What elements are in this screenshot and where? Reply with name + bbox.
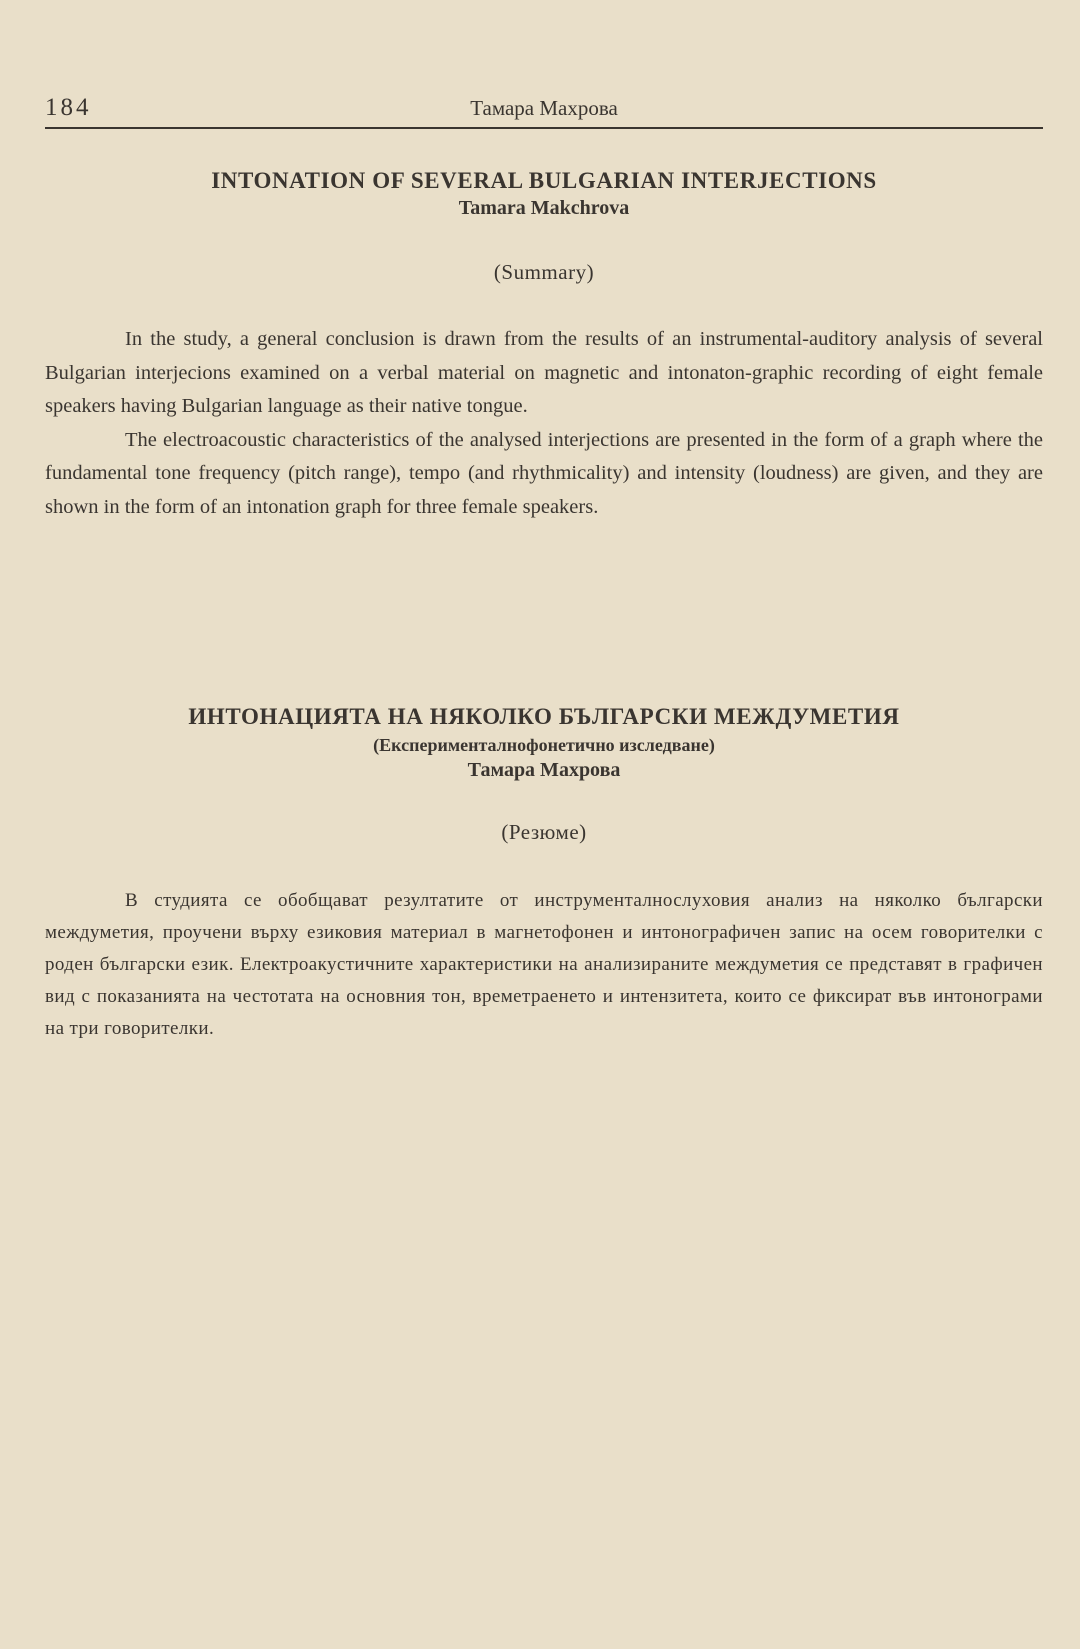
bulgarian-author: Тамара Махрова — [467, 759, 621, 781]
english-paragraph-1: In the study, a general conclusion is drawn from the results of an instrumental-auditory analysis of several Bulgarian interjecions examined on a verbal material on magnetic and intonaton-graphic recording of eight female speakers having Bulgarian language as their native tongue. — [45, 328, 1043, 417]
page-number: 184 — [45, 94, 92, 121]
resume-label: (Резюме) — [501, 820, 587, 844]
english-author: Tamara Makchrova — [458, 197, 630, 219]
header-rule — [45, 127, 1043, 129]
bulgarian-subtitle: (Експерименталнофонетично изследване) — [373, 735, 715, 755]
page-header — [45, 92, 1043, 128]
english-paragraph-2: The electroacoustic characteristics of the analysed interjections are presented in the form of a graph where the fundamental tone frequency (pitch range), tempo (and rhythmicality) and intensity (loudness) are given, and they are shown in the form of an intonation graph for three female speakers. — [45, 428, 1043, 518]
english-title: INTONATION OF SEVERAL BULGARIAN INTERJECTIONS — [211, 168, 877, 193]
english-body — [45, 323, 1043, 524]
bulgarian-body — [45, 885, 1043, 1045]
english-summary — [45, 168, 1043, 524]
bulgarian-paragraph-1: В студията се обобщават резултатите от инструменталнослуховия анализ на няколко български междуметия, проучени върху езиковия материал в магнетофонен и интонографичен запис на осем говорителки с роден български език. Електроакустичните характеристики на анализираните междуметия се представят в графичен вид с показанията на честотата на основния тон, времетраенето и интензитета, които се фиксират във интонограми на три говорителки. — [45, 890, 1043, 1039]
running-head: Тамара Махрова — [470, 96, 618, 120]
bulgarian-title: ИНТОНАЦИЯТА НА НЯКОЛКО БЪЛГАРСКИ МЕЖДУМЕТИЯ — [188, 704, 900, 729]
summary-label: (Summary) — [493, 260, 595, 284]
bulgarian-summary — [45, 704, 1043, 1045]
